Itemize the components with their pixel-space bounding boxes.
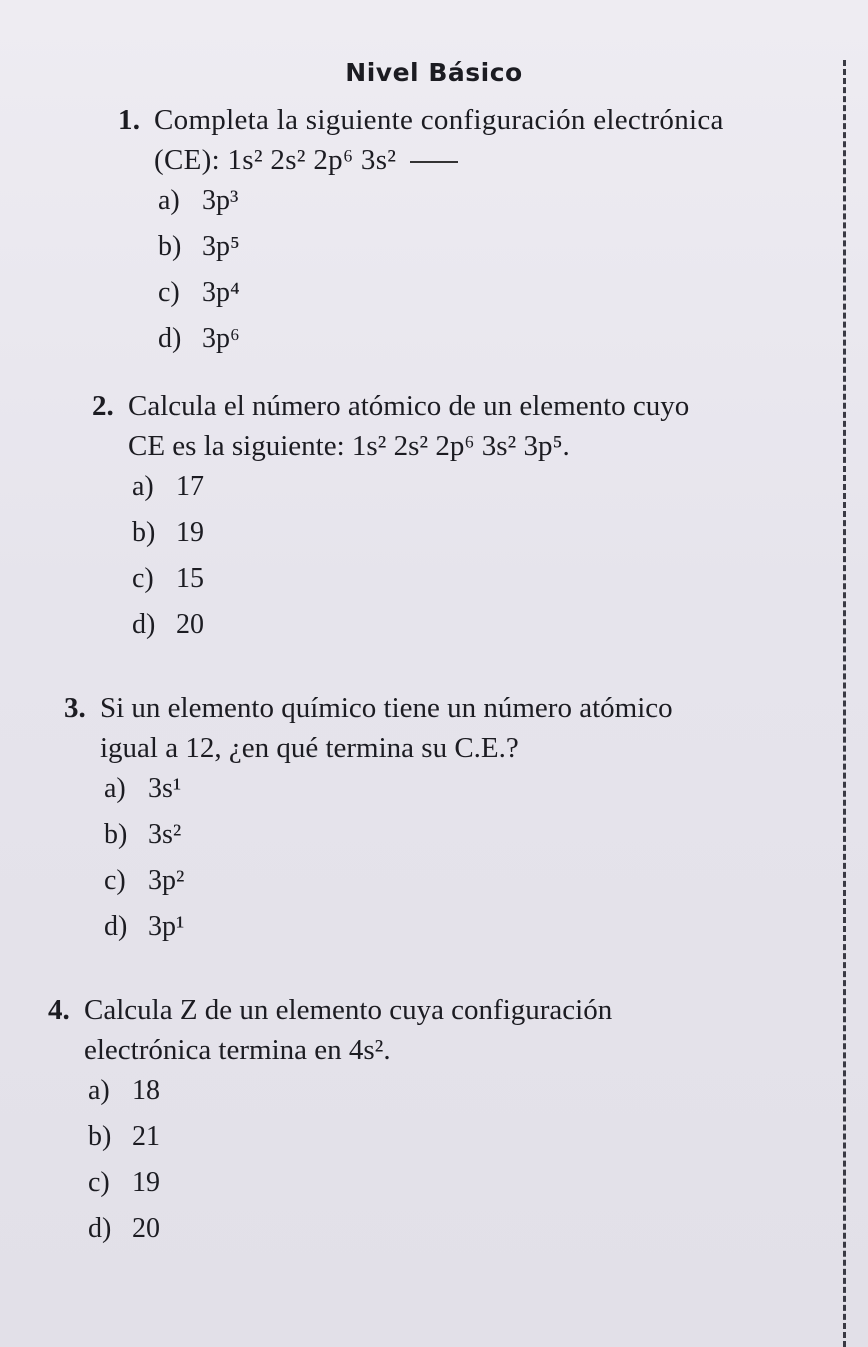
question-3-line-1 xyxy=(64,688,673,728)
question-4-number: 4. xyxy=(48,994,70,1026)
option-1a[interactable]: a) 3p³ xyxy=(158,185,239,216)
question-1-text-1: Completa la siguiente configuración electrónica xyxy=(154,104,724,136)
option-3a[interactable]: a) 3s¹ xyxy=(104,773,182,804)
option-3c[interactable]: c) 3p² xyxy=(104,865,185,896)
question-2-line-2 xyxy=(92,426,689,466)
option-2a[interactable]: a) 17 xyxy=(132,471,204,502)
question-3-options xyxy=(64,766,673,950)
page-title: Nivel Básico xyxy=(345,58,523,87)
question-4-text-1: Calcula Z de un elemento cuya configuración xyxy=(84,994,613,1026)
question-3-line-2 xyxy=(64,728,673,768)
question-2-line-1 xyxy=(92,386,689,426)
option-4a[interactable]: a) 18 xyxy=(88,1075,160,1106)
option-3d[interactable]: d) 3p¹ xyxy=(104,911,185,942)
option-4b[interactable]: b) 21 xyxy=(88,1121,160,1152)
question-1-line-1 xyxy=(118,100,724,140)
question-2-text-2: CE es la siguiente: 1s² 2s² 2p⁶ 3s² 3p⁵. xyxy=(128,430,570,462)
option-1d[interactable]: d) 3p⁶ xyxy=(158,323,240,354)
option-1b[interactable]: b) 3p⁵ xyxy=(158,231,240,262)
option-4c[interactable]: c) 19 xyxy=(88,1167,160,1198)
option-1c[interactable]: c) 3p⁴ xyxy=(158,277,240,308)
option-2b[interactable]: b) 19 xyxy=(132,517,204,548)
question-4-line-1 xyxy=(48,990,612,1030)
question-1-line-2 xyxy=(118,140,724,180)
question-1-text-2: (CE): 1s² 2s² 2p⁶ 3s² xyxy=(154,144,397,176)
option-3b[interactable]: b) 3s² xyxy=(104,819,182,850)
question-1-options xyxy=(118,178,724,362)
question-4-line-2 xyxy=(48,1030,612,1070)
question-2-options xyxy=(92,464,689,648)
question-4-options xyxy=(48,1068,612,1252)
question-3-text-2: igual a 12, ¿en qué termina su C.E.? xyxy=(100,732,519,764)
question-4-text-2: electrónica termina en 4s². xyxy=(84,1034,391,1066)
question-1 xyxy=(118,100,724,362)
question-3-text-1: Si un elemento químico tiene un número atómico xyxy=(100,692,673,724)
question-2 xyxy=(92,386,689,648)
question-3-number: 3. xyxy=(64,692,86,724)
question-1-number: 1. xyxy=(118,104,141,136)
option-2c[interactable]: c) 15 xyxy=(132,563,204,594)
answer-blank xyxy=(410,161,458,163)
question-2-number: 2. xyxy=(92,390,114,422)
option-2d[interactable]: d) 20 xyxy=(132,609,204,640)
question-2-text-1: Calcula el número atómico de un elemento cuyo xyxy=(128,390,690,422)
dashed-cut-line xyxy=(843,60,846,1347)
option-4d[interactable]: d) 20 xyxy=(88,1213,160,1244)
question-4 xyxy=(48,990,612,1252)
question-3 xyxy=(64,688,673,950)
